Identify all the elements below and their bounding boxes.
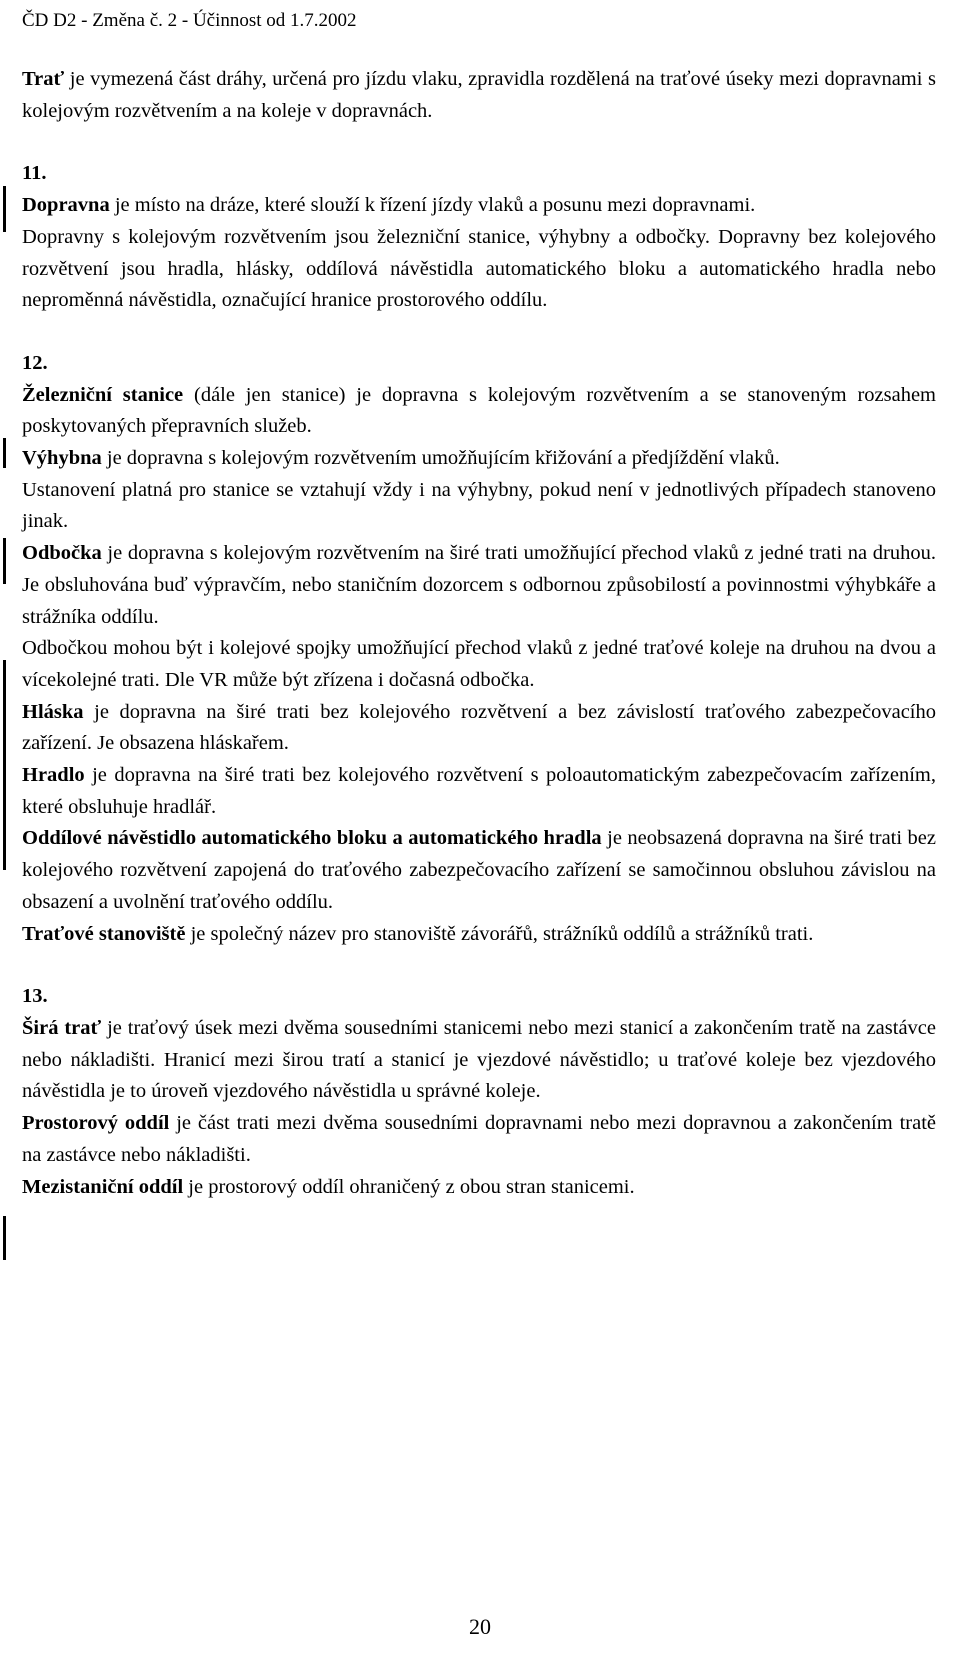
change-bar <box>3 1216 6 1260</box>
definition-text: je společný název pro stanoviště závorářů, strážníků oddílů a strážníků trati. <box>185 922 814 945</box>
term: Oddílové návěstidlo automatického bloku a automatického hradla <box>22 827 602 850</box>
definition-prostorovy-oddil <box>22 1108 936 1171</box>
definition-tratove-stanoviste <box>22 919 936 951</box>
definition-text: je dopravna na širé trati bez kolejového rozvětvení a bez závislostí traťového zabezpečovacího zařízení. Je obsazena hláskařem. <box>22 700 936 755</box>
paragraph-ustanoveni <box>22 475 936 538</box>
term: Širá trať <box>22 1016 102 1039</box>
definition-text: (dále jen stanice) je dopravna s kolejovým rozvětvením a se stanoveným rozsahem poskytovaných přepravních služeb. <box>22 383 936 438</box>
definition-mezistanicni-oddil <box>22 1172 936 1204</box>
page-number: 20 <box>469 1614 491 1639</box>
change-bar <box>3 538 6 584</box>
paragraph-text: Ustanovení platná pro stanice se vztahují vždy i na výhybny, pokud není v jednotlivých případech stanoveno jinak. <box>22 478 936 533</box>
definition-hlaska <box>22 697 936 760</box>
definition-text: je traťový úsek mezi dvěma sousedními stanicemi nebo mezi stanicí a zakončením tratě na zastávce nebo nákladišti. Hranicí mezi širou tratí a stanicí je vjezdové návěstidlo; u traťové koleje bez vjezdového návěstidla je to úroveň vjezdového návěstidla u správné koleje. <box>22 1016 936 1103</box>
definition-text: je dopravna s kolejovým rozvětvením umožňujícím křižování a předjíždění vlaků. <box>101 447 780 470</box>
definition-oddilove-navestidlo <box>22 823 936 918</box>
definition-text: je místo na dráze, které slouží k řízení jízdy vlaků a posunu mezi dopravnami. <box>109 194 756 217</box>
term: Železniční stanice <box>22 383 184 406</box>
definition-text: je vymezená část dráhy, určená pro jízdu vlaku, zpravidla rozdělená na traťové úseky mezi dopravnami s kolejovým rozvětvením a na koleje v dopravnách. <box>22 68 936 122</box>
definition-text: je dopravna s kolejovým rozvětvením na širé trati umožňující přechod vlaků z jedné trati na druhou. Je obsluhována buď výpravčím, nebo staničním dozorcem s odbornou způsobilostí a povinnostmi výhybkáře a strážníka oddílu. <box>22 542 936 628</box>
paragraph-text: Dopravny s kolejovým rozvětvením jsou železniční stanice, výhybny a odbočky. Dopravny bez kolejového rozvětvení jsou hradla, hlásky, oddílová návěstidla automatického bloku a automatického hradla nebo neproměnná návěstidla, označující hranice prostorového oddílu. <box>22 225 936 312</box>
definition-text: je dopravna na širé trati bez kolejového rozvětvení s poloautomatickým zabezpečovacím zařízením, které obsluhuje hradlář. <box>22 764 936 818</box>
section-number: 13. <box>22 985 48 1008</box>
paragraph-text: Odbočkou mohou být i kolejové spojky umožňující přechod vlaků z jedné traťové koleje na druhou na dvou a vícekolejné trati. Dle VR může být zřízena i dočasná odbočka. <box>22 637 936 691</box>
term: Výhybna <box>22 447 102 470</box>
definition-trat <box>22 64 936 127</box>
page-header: ČD D2 - Změna č. 2 - Účinnost od 1.7.2002 <box>22 10 357 31</box>
paragraph-dopravny <box>22 222 936 317</box>
change-bar <box>3 186 6 232</box>
definition-hradlo <box>22 760 936 823</box>
document-body <box>22 64 936 1203</box>
term: Hradlo <box>22 764 85 787</box>
paragraph-odbockou <box>22 633 936 696</box>
change-bar <box>3 438 6 468</box>
definition-odbocka <box>22 538 936 633</box>
definition-text: je prostorový oddíl ohraničený z obou stran stanicemi. <box>183 1175 635 1198</box>
term: Trať <box>22 68 65 90</box>
definition-text: je neobsazená dopravna na širé trati bez kolejového rozvětvení zapojená do traťového zabezpečovacího zařízení se samočinnou obsluhou závislou na obsazení a uvolnění traťového oddílu. <box>22 827 937 913</box>
term: Traťové stanoviště <box>22 922 186 945</box>
change-bar <box>3 660 6 870</box>
definition-text: je část trati mezi dvěma sousedními dopravnami nebo mezi dopravnou a zakončením tratě na zastávce nebo nákladišti. <box>22 1112 936 1166</box>
definition-zeleznicni-stanice <box>22 380 936 443</box>
section-number: 12. <box>22 351 48 374</box>
definition-vyhybna <box>22 443 936 475</box>
term: Prostorový oddíl <box>22 1112 170 1135</box>
section-number: 11. <box>22 162 47 185</box>
definition-dopravna <box>22 190 936 222</box>
term: Odbočka <box>22 542 102 565</box>
term: Dopravna <box>22 194 110 217</box>
term: Mezistaniční oddíl <box>22 1175 184 1198</box>
definition-sira-trat <box>22 1013 936 1108</box>
term: Hláska <box>22 700 84 723</box>
